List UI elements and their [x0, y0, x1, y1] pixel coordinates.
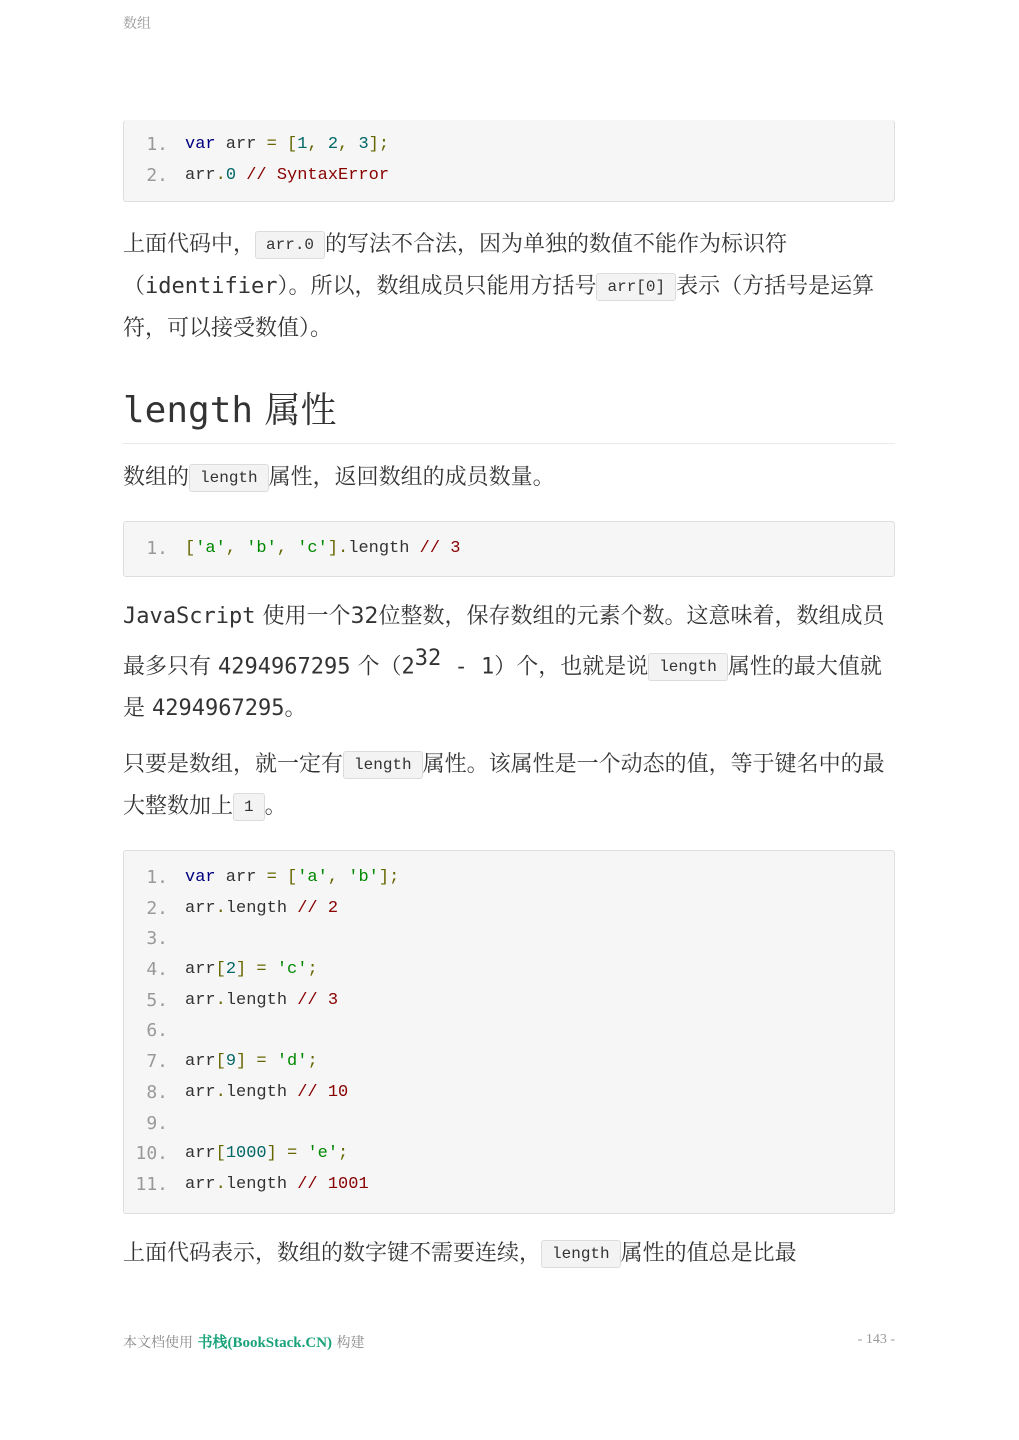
text: 只要是数组，就一定有 [123, 752, 344, 777]
code-block [123, 850, 895, 1214]
heading-text: 属性 [253, 390, 337, 431]
inline-code: length [648, 653, 728, 681]
line-number: 3. [146, 928, 168, 950]
code-text: arr.0 // SyntaxError [185, 165, 390, 185]
code-line [124, 1078, 894, 1109]
footer-credit [123, 1331, 365, 1352]
code-line [124, 1047, 894, 1078]
line-number: 9. [146, 1112, 168, 1134]
code-text: arr[2] = 'c'; [185, 960, 318, 980]
text: 属性的最大值就是 [123, 654, 882, 722]
code-text: arr[1000] = 'e'; [185, 1144, 349, 1164]
inline-code: length [189, 464, 269, 492]
code-text: arr[9] = 'd'; [185, 1052, 318, 1072]
code-line [124, 894, 894, 925]
text: 个（ [350, 654, 402, 680]
code-line [124, 1139, 894, 1170]
line-number: 1. [146, 867, 168, 888]
inline-code: length [541, 1240, 621, 1268]
paragraph [123, 224, 895, 350]
code-line [124, 1170, 894, 1201]
footer-text: 构建 [332, 1335, 365, 1351]
code-line [124, 1109, 894, 1140]
section-heading [123, 382, 895, 444]
code-line [124, 1016, 894, 1047]
line-number: 1. [146, 538, 168, 559]
inline-code: length [343, 751, 423, 779]
inline-code: 1 [233, 793, 265, 821]
code-text: arr.length // 1001 [185, 1174, 369, 1194]
code-line [124, 955, 894, 986]
code-line [124, 534, 894, 565]
line-number: 2. [146, 897, 168, 919]
text: 上面代码中， [123, 232, 256, 257]
code-text: arr.length // 3 [185, 990, 339, 1010]
text: 的写法不合法，因为单独的数值不能作为标识符（ [123, 232, 788, 299]
text: 使用一个32位整数，保存数组的元素个数。这意味着，数组成员最多只有 [123, 604, 885, 680]
code-text: arr.length // 10 [185, 1082, 349, 1102]
text: ）个，也就是说 [494, 654, 649, 680]
inline-code: arr.0 [255, 231, 325, 259]
line-number: 8. [146, 1081, 168, 1103]
text: - 1 [441, 654, 495, 680]
code-text: arr.length // 2 [185, 898, 339, 918]
text: JavaScript [123, 604, 256, 629]
footer-brand-link[interactable]: 书栈(BookStack.CN) [197, 1335, 333, 1351]
code-text: var arr = ['a', 'b']; [185, 868, 400, 887]
text: 。 [264, 794, 287, 819]
text: identifier [145, 274, 278, 299]
line-number: 4. [146, 959, 168, 981]
line-number: 1. [146, 134, 168, 155]
text: 属性，返回数组的成员数量。 [268, 465, 555, 490]
code-line [124, 161, 894, 192]
code-line [124, 130, 894, 161]
text: 2 [401, 654, 415, 680]
code-block [123, 120, 895, 202]
text: 属性的值总是比最 [620, 1241, 797, 1266]
line-number: 7. [146, 1051, 168, 1073]
page-number: - 143 - [857, 1332, 895, 1347]
paragraph [123, 596, 895, 730]
code-text: var arr = [1, 2, 3]; [185, 135, 390, 154]
code-line [124, 924, 894, 955]
text: 数组的 [123, 465, 190, 490]
paragraph [123, 457, 895, 499]
text: ）。所以，数组成员只能用方括号 [277, 274, 597, 299]
line-number: 10. [135, 1143, 168, 1165]
superscript: 32 [414, 646, 442, 671]
footer-text: 本文档使用 [123, 1335, 198, 1351]
text: 表示（方括号是运算符，可以接受数值）。 [123, 274, 875, 341]
line-number: 6. [146, 1020, 168, 1042]
text: 。 [284, 696, 307, 722]
line-number: 11. [135, 1173, 168, 1195]
paragraph [123, 744, 895, 828]
line-number: 5. [146, 989, 168, 1011]
code-block [123, 521, 895, 577]
page-header-title: 数组 [123, 16, 151, 32]
text: 4294967295 [218, 654, 351, 680]
code-text: ['a', 'b', 'c'].length // 3 [185, 539, 461, 558]
text: 4294967295 [152, 696, 285, 722]
text: 上面代码表示，数组的数字键不需要连续， [123, 1241, 542, 1266]
text: 属性。该属性是一个动态的值，等于键名中的最大整数加上 [123, 752, 885, 819]
code-line [124, 986, 894, 1017]
paragraph [123, 1233, 895, 1275]
inline-code: arr[0] [596, 273, 676, 301]
code-line [124, 863, 894, 894]
heading-code: length [123, 390, 254, 431]
line-number: 2. [146, 164, 168, 186]
